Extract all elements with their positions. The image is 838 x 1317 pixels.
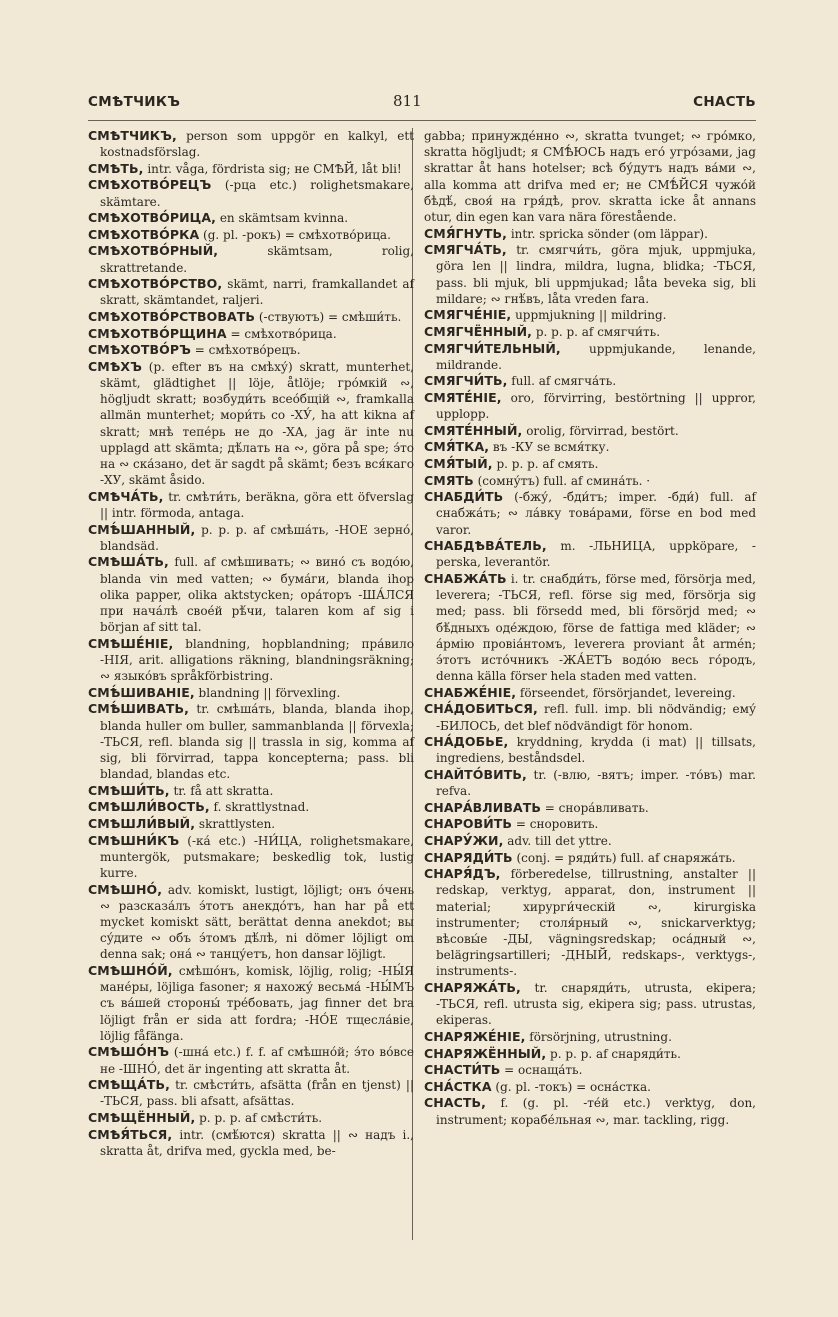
dictionary-entry (88, 816, 414, 832)
header-right-guide-word: СНАСТЬ (693, 94, 756, 110)
entry-headword: СМЯ́ГНУТЬ, (424, 225, 508, 241)
entry-definition: = сноровить. (512, 817, 599, 832)
entry-headword: СМЯ́ТЫЙ, (424, 455, 493, 471)
entry-headword: СМѢШО́НЪ (88, 1044, 170, 1060)
dictionary-entry (424, 423, 756, 439)
dictionary-entry (88, 833, 414, 882)
entry-definition: (-ка́ etc.) -НИ́ЦА, rolighetsmakare, muntergök, putsmakare; beskedlig tok, lustig kurre. (100, 833, 414, 880)
entry-definition: förseendet, försörjandet, levereing. (516, 685, 736, 700)
dictionary-entry (88, 1127, 414, 1159)
dictionary-entry (424, 850, 756, 866)
dictionary-entry (88, 177, 414, 209)
entry-headword: СМѢЩА́ТЬ, (88, 1077, 170, 1093)
entry-definition: full. af смягча́ть. (507, 374, 617, 389)
entry-headword: СМЯТЬ (424, 472, 474, 488)
dictionary-entry (424, 1079, 756, 1095)
dictionary-entry (88, 128, 414, 160)
entry-headword: СНАРЯЖЁННЫЙ, (424, 1045, 547, 1061)
dictionary-entry (424, 1095, 756, 1127)
entry-headword: СМѢТЬ, (88, 160, 144, 176)
entry-headword: СМЯГЧЁННЫЙ, (424, 324, 533, 339)
entry-definition: oro, förvirring, bestörtning || uppror, upplopp. (436, 390, 756, 422)
entry-definition: p. p. p. af смѣша́ть, -НОЕ зерно́, blandsäd. (100, 522, 414, 553)
dictionary-entry (424, 128, 756, 225)
entry-headword: СНАРОВИ́ТЬ (424, 816, 513, 832)
entry-definition: f. skrattlystnad. (209, 800, 310, 815)
dictionary-entry (424, 1062, 756, 1078)
entry-headword: СМѢ́ШИВАНIЕ, (88, 684, 195, 700)
dictionary-entry (424, 456, 756, 472)
entry-headword: СМѢХОТВО́РСТВОВАТЬ (88, 308, 256, 324)
entry-headword: СМЯТЕ́ННЫЙ, (424, 422, 523, 438)
entry-headword: СНАСТИ́ТЬ (424, 1062, 501, 1078)
dictionary-entry (88, 243, 414, 275)
entry-definition: f. (g. pl. -те́й etc.) verktyg, don, instrument; корабе́льная ∾, mar. tackling, rigg. (436, 1096, 756, 1127)
entry-definition: (p. efter въ на смѣху́) skratt, munterhet, skämt, glädtighet || löje, åtlöje; гро́мкiй ∾, högljudt skratt; возбуди́ть всео́бщiй ∾, framkalla allmän munterhet; мори́ть со -ХУ́, ha att kikna af skratt; мнѣ тепе́рь не до -ХА, jag är inte nu upplagd att skämta; дѣ́лать на ∾, göra på spe; э́то на ∾ ска́зано, det är sagdt på skämt; безъ вся́каго -ХУ, skämt åsido. (100, 359, 414, 488)
entry-headword: СМѢХОТВО́РЪ (88, 342, 191, 358)
entry-headword: СМЯГЧЕ́НIЕ, (424, 307, 512, 323)
dictionary-entry (424, 324, 756, 340)
entry-headword: СНАРУ́ЖИ, (424, 832, 504, 848)
entry-definition: tr. få att skratta. (169, 783, 274, 798)
entry-headword: СНАБДѢВА́ТЕЛЬ, (424, 538, 547, 554)
entry-headword: СНАБДИ́ТЬ (424, 489, 504, 505)
entry-definition: (g. pl. -токъ) = осна́стка. (491, 1079, 651, 1094)
entry-headword: СМѢШНО́Й, (88, 962, 173, 978)
entry-headword: СНАСТЬ, (424, 1095, 486, 1111)
entry-headword: СМѢХОТВО́РЩИНА (88, 325, 227, 341)
entry-definition: intr. våga, fördrista sig; не СМѢЙ, låt bli! (143, 161, 402, 176)
dictionary-entry (88, 161, 414, 177)
entry-headword: СМѢХОТВО́РНЫЙ, (88, 243, 219, 259)
entry-definition: adv. till det yttre. (503, 833, 612, 848)
entry-headword: СМѢШЛИ́ВОСТЬ, (88, 799, 210, 815)
entry-definition: uppmjukning || mildring. (511, 308, 667, 323)
dictionary-entry (424, 439, 756, 455)
dictionary-entry (88, 554, 414, 635)
dictionary-entry (88, 522, 414, 554)
entry-definition: p. p. p. af смѣсти́ть. (195, 1110, 323, 1125)
entry-definition: = смѣхотво́рица. (226, 326, 337, 341)
entry-headword: СНА́ДОБЬЕ, (424, 734, 509, 750)
entry-definition: въ -КУ se всмя́тку. (489, 440, 610, 455)
entry-definition: skrattlysten. (195, 816, 276, 831)
entry-definition: blandning, hopblandning; пра́вило -НIЯ, arit. alligations räkning, blandningsräkning; ∾ языко́въ språkförbistring. (100, 636, 414, 684)
entry-definition: en skämtsam kvinna. (216, 211, 349, 226)
dictionary-entry (424, 980, 756, 1029)
dictionary-entry (88, 326, 414, 342)
entry-definition: tr. смягчи́ть, göra mjuk, uppmjuka, göra len || lindra, mildra, lugna, blidka; -ТЬСЯ, pass. bli mjuk, bli uppmjukad; låta beveka sig, bli mildare; ∾ гнѣ́въ, låta vreden fara. (436, 243, 756, 306)
dictionary-entry (424, 571, 756, 684)
entry-headword: СНАРЯЖЕ́НIЕ, (424, 1028, 526, 1044)
entry-definition: tr. смѣсти́ть, afsätta (från en tjenst) || -ТЬСЯ, pass. bli afsatt, afsättas. (100, 1078, 414, 1109)
entry-definition: p. p. p. af снаряди́ть. (546, 1046, 681, 1061)
dictionary-entry (424, 242, 756, 307)
header-left-guide-word: СМѢТЧИКЪ (88, 94, 181, 110)
entry-definition: full. af смѣшивать; ∾ вино́ съ водо́ю, blanda vin med vatten; ∾ бума́ги, blanda ihop olika papper, olika aktstycken; ора́торъ -ША́ЛСЯ при нача́лѣ свое́й рѣ́чи, talaren kom af sig i början af sitt tal. (100, 555, 414, 635)
entry-definition: = оснаща́ть. (500, 1063, 583, 1078)
entry-definition: adv. komiskt, lustigt, löjligt; онъ о́чень ∾ разсказа́лъ э́тотъ анекдо́тъ, han har på ett mycket komiskt sätt, berättat denna anekdot; вы су́дите ∾ объ э́томъ дѣ́лѣ, ni dömer löjligt om denna sak; она́ ∾ танцу́етъ, hon dansar löjligt. (100, 882, 414, 962)
entry-headword: СНАРЯ́ДЪ, (424, 866, 501, 882)
entry-headword: СМѢЧА́ТЬ, (88, 488, 164, 504)
dictionary-entry (424, 816, 756, 832)
entry-headword: СМѢШНО́, (88, 881, 163, 897)
entry-definition: смѣшо́нъ, komisk, löjlig, rolig; -НЫ́Я мане́ры, löjliga fasoner; я нахожу́ весьма́ -НЫ́МЪ съ ва́шей стороны́ тре́бовать, jag finner det bra löjligt från er sida att fordra; -НО́Е тщесла́вiе, löjlig fåfänga. (100, 963, 414, 1043)
entry-definition: (-рца etc.) rolighetsmakare, skämtare. (100, 178, 414, 209)
dictionary-entry (424, 226, 756, 242)
dictionary-entry (88, 701, 414, 782)
entry-definition: intr. (смѣ́ются) skratta || ∾ надъ i., skratta åt, drifva med, gyckla med, be- (100, 1127, 414, 1158)
entry-headword: СМѢШЕ́НIЕ, (88, 635, 174, 651)
entry-headword: СМѢХОТВО́РЕЦЪ (88, 177, 212, 193)
dictionary-entry (88, 685, 414, 701)
entry-definition: uppmjukande, lenande, mildrande. (436, 341, 756, 372)
entry-definition: p. p. p. af смягчи́ть. (532, 325, 661, 339)
entry-headword: СМѢЯ́ТЬСЯ, (88, 1126, 173, 1142)
entry-definition: i. tr. снабди́ть, förse med, försörja med, leverera; -ТЬСЯ, refl. förse sig med, försörja sig med; pass. bli försedd med, bli försörjd med; ∾ бѣ́дныхъ оде́ждою, förse de fattiga med kläder; ∾ а́рмiю провiа́нтомъ, leverera proviant åt armén; э́тотъ исто́чникъ -ЖА́ЕТЪ водо́ю весь го́родъ, denna källa förser hela staden med vatten. (436, 571, 756, 684)
entry-definition: intr. spricka sönder (om läppar). (507, 226, 708, 241)
dictionary-entry (424, 341, 756, 373)
dictionary-entry (88, 783, 414, 799)
dictionary-entry (424, 866, 756, 979)
dictionary-entry (88, 1077, 414, 1109)
dictionary-entry (88, 309, 414, 325)
entry-definition: = снора́вливать. (540, 800, 649, 815)
dictionary-entry (88, 489, 414, 521)
entry-headword: СМѢШЛИ́ВЫЙ, (88, 815, 196, 831)
entry-headword: СНАРЯЖА́ТЬ, (424, 979, 521, 995)
entry-definition: orolig, förvirrad, bestört. (522, 423, 679, 438)
entry-headword: СМЯ́ТКА, (424, 439, 490, 455)
dictionary-entry (424, 767, 756, 799)
entry-definition: kryddning, krydda (i mat) || tillsats, ingrediens, beståndsdel. (436, 735, 756, 766)
entry-definition: (-бжу́, -бди́тъ; imper. -бди́) full. af снабжа́ть; ∾ ла́вку това́рами, förse en bod med varor. (436, 490, 756, 537)
entry-headword: СНА́СТКА (424, 1078, 492, 1094)
page-header (88, 92, 756, 116)
entry-definition: (g. pl. -рокъ) = смѣхотво́рица. (199, 227, 391, 242)
entry-definition: = смѣхотво́рецъ. (190, 343, 301, 358)
entry-headword: СМЯГЧИ́ТЬ, (424, 373, 508, 389)
dictionary-entry (424, 1029, 756, 1045)
left-column (88, 128, 414, 1159)
entry-headword: СНАБЖА́ТЬ (424, 570, 507, 586)
entry-definition: tr. снаряди́ть, utrusta, ekipera; -ТЬСЯ, refl. utrusta sig, ekipera sig; pass. utrustas, ekiperas. (436, 980, 756, 1028)
entry-definition: förberedelse, tillrustning, anstalter || redskap, verktyg, apparat, don, instrument || material; хирурги́ческiй ∾, kirurgiska instrumenter; столя́рный ∾, snickarverktyg; вѣсовы́е -ДЫ, vägningsredskap; оса́дный ∾, belägringsartilleri; -ДНЫЙ, redskaps-, verktygs-, instruments-. (436, 867, 756, 979)
entry-headword: СНАБЖЕ́НIЕ, (424, 684, 517, 700)
entry-definition: gabba; принужде́нно ∾, skratta tvunget; ∾ гро́мко, skratta högljudt; я СМѢ́ЮСЬ надъ его́ угро́зами, jag skrattar åt hans hotelser; всѣ бу́дутъ надъ ва́ми ∾, alla komma att drifva med er; не СМѢ́ЙСЯ чужо́й бѣдѣ́, своя́ на гря́дѣ, prov. skratta icke åt annans otur, din egen kan vara nära förestående. (424, 129, 756, 225)
header-rule (88, 120, 756, 121)
entry-definition: tr. смѣти́ть, beräkna, göra ett öfverslag || intr. förmoda, antaga. (100, 489, 414, 520)
dictionary-entry (88, 799, 414, 815)
entry-headword: СНАЙТО́ВИТЬ, (424, 766, 527, 782)
dictionary-entry (424, 538, 756, 570)
entry-headword: СМЯТЕ́НIЕ, (424, 389, 502, 405)
entry-definition: tr. (-влю, -вятъ; imper. -то́въ) mar. refva. (436, 767, 756, 799)
entry-headword: СМѢХЪ (88, 358, 142, 374)
entry-definition: skämt, narri, framkallandet af skratt, skämtandet, raljeri. (100, 277, 414, 308)
entry-headword: СМѢХОТВО́РСТВО, (88, 276, 223, 292)
dictionary-entry (88, 227, 414, 243)
entry-definition: (-шна́ etc.) f. f. af смѣшно́й; э́то во́все не -ШНО́, det är ingenting att skratta åt. (100, 1045, 414, 1076)
dictionary-entry (88, 1044, 414, 1076)
dictionary-entry (88, 963, 414, 1044)
entry-definition: refl. full. imp. bli nödvändig; ему́ -БИЛОСЬ, det blef nödvändigt för honom. (436, 702, 756, 733)
entry-headword: СМѢХОТВО́РИЦА, (88, 210, 217, 226)
entry-headword: СМѢ́ШАННЫЙ, (88, 521, 196, 537)
dictionary-entry (424, 307, 756, 323)
dictionary-entry (88, 636, 414, 685)
dictionary-entry (88, 276, 414, 308)
entry-definition: (сомну́тъ) full. af смина́ть. · (473, 473, 651, 488)
dictionary-entry (424, 734, 756, 766)
entry-headword: СМЯГЧА́ТЬ, (424, 242, 507, 258)
entry-headword: СМѢХОТВО́РКА (88, 226, 200, 242)
entry-headword: СНАРА́ВЛИВАТЬ (424, 799, 541, 815)
page-number: 811 (393, 92, 422, 110)
entry-headword: СМѢШНИ́КЪ (88, 832, 180, 848)
dictionary-entry (424, 685, 756, 701)
entry-definition: försörjning, utrustning. (525, 1029, 672, 1044)
entry-definition: (conj. = ряди́ть) full. af снаряжа́ть. (512, 850, 736, 865)
right-column (424, 128, 756, 1128)
dictionary-entry (424, 833, 756, 849)
dictionary-entry (88, 1110, 414, 1126)
entry-definition: m. -ЛЬНИЦА, uppköpare, -perska, leverantör. (436, 539, 756, 570)
entry-definition: blandning || förvexling. (194, 685, 341, 700)
entry-definition: p. p. p. af смять. (492, 456, 599, 471)
dictionary-entry (424, 701, 756, 733)
dictionary-entry (424, 800, 756, 816)
entry-headword: СМѢШИ́ТЬ, (88, 782, 170, 798)
dictionary-entry (424, 473, 756, 489)
dictionary-entry (424, 373, 756, 389)
entry-definition: tr. смѣша́ть, blanda, blanda ihop, blanda huller om buller, sammanblanda || förvexla; -ТЬСЯ, refl. blanda sig || trassla in sig, komma af sig, bli förvirrad, tappa koncepterna; pass. bli blandad, blandas etc. (100, 702, 414, 782)
entry-headword: СМЯГЧИ́ТЕЛЬНЫЙ, (424, 340, 561, 356)
dictionary-entry (88, 882, 414, 963)
dictionary-entry (424, 390, 756, 422)
dictionary-entry (424, 1046, 756, 1062)
entry-headword: СНАРЯДИ́ТЬ (424, 849, 513, 865)
entry-headword: СМѢ́ШИВАТЬ, (88, 701, 190, 717)
dictionary-entry (88, 359, 414, 489)
entry-headword: СМѢЩЁННЫЙ, (88, 1109, 196, 1125)
entry-headword: СНА́ДОБИТЬСЯ, (424, 701, 538, 717)
entry-definition: skämtsam, rolig, skrattretande. (100, 244, 414, 275)
dictionary-entry (88, 210, 414, 226)
dictionary-entry (424, 489, 756, 538)
entry-headword: СМѢША́ТЬ, (88, 554, 169, 570)
entry-definition: person som uppgör en kalkyl, ett kostnadsförslag. (100, 129, 414, 160)
entry-headword: СМѢТЧИКЪ, (88, 128, 177, 143)
entry-definition: (-ствуютъ) = смѣши́ть. (255, 309, 402, 324)
dictionary-entry (88, 342, 414, 358)
